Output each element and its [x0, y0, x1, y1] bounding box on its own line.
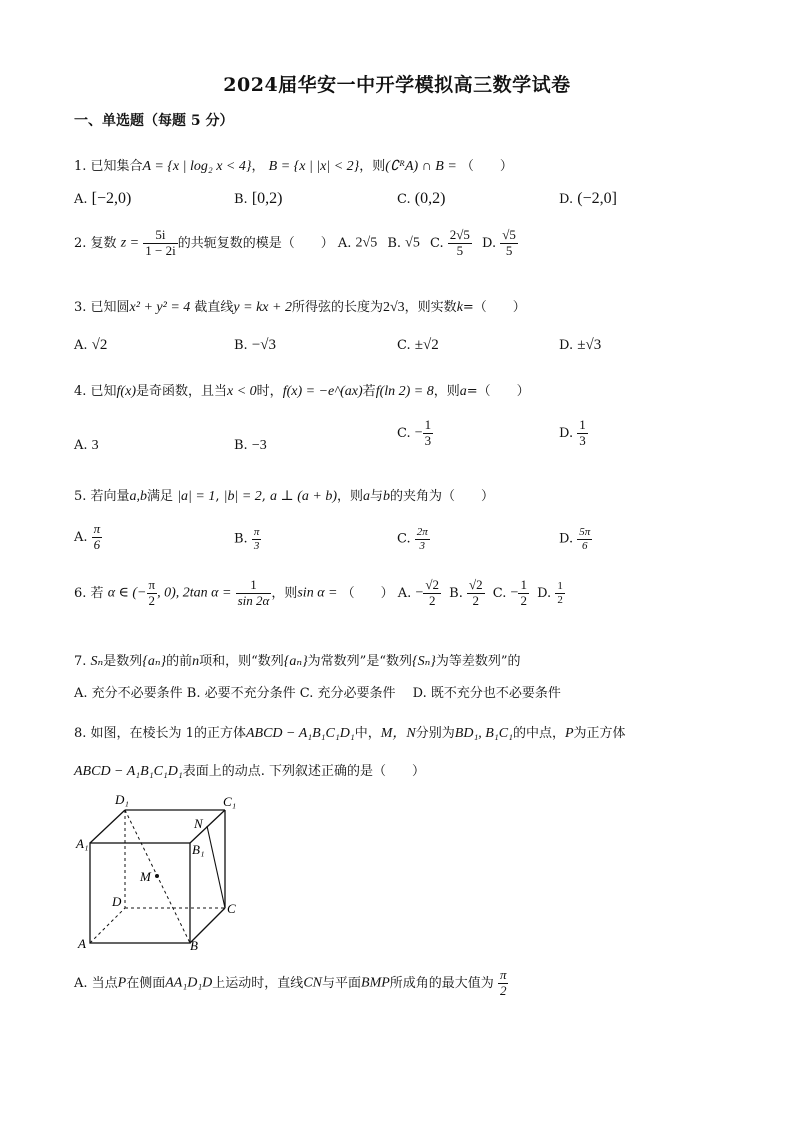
label-c: C [227, 901, 236, 916]
q8-option-a-p: P [117, 975, 127, 991]
q5-vec-b: b [383, 489, 391, 504]
q1-option-c [397, 190, 445, 208]
q1-set-b: B = {x | |x| < 2} [268, 159, 360, 174]
q2-fraction-numerator: 5i [143, 228, 177, 244]
q6-rhs-fraction [236, 578, 272, 609]
q1-option-a-value: [−2,0) [91, 190, 132, 207]
question-4 [74, 380, 530, 400]
q6-option-b-denominator: 2 [472, 592, 480, 608]
q7-sn: Sₙ [90, 654, 104, 669]
edge-a-d-hidden [90, 908, 125, 943]
section-heading: 一、单选题（每题 5 分） [74, 113, 234, 129]
q3-option-a-value: √2 [91, 337, 108, 353]
segment-cn [207, 826, 225, 908]
q3-option-b [234, 337, 276, 354]
q2-option-d-label: D. [482, 235, 497, 251]
q6-option-a-label: A. [397, 585, 412, 601]
q1-option-b-label: B. [234, 192, 248, 207]
question-2 [74, 228, 518, 259]
q8-option-a-text-4: 与平面 [322, 975, 362, 991]
q5-option-a-numerator: π [93, 521, 101, 536]
q1-sep: ， [251, 159, 265, 174]
q2-option-b-label: B. [387, 235, 402, 251]
q8-option-a-fraction [498, 968, 509, 999]
q6-option-c-label: C. [492, 585, 507, 601]
q5-option-d [559, 526, 592, 552]
q6-option-a-denominator: 2 [428, 592, 436, 608]
q7-an: {aₙ} [142, 654, 167, 669]
q5-option-a-label: A. [74, 529, 88, 545]
q5-option-a-fraction [92, 522, 103, 553]
q3-option-c [397, 337, 439, 354]
q4-cond: x < 0 [227, 384, 257, 399]
q2-text: 的共轭复数的模是（ ） [177, 235, 334, 251]
q4-text-1: 是奇函数，且当 [135, 384, 227, 399]
q8-text-1: 的正方体 [193, 726, 246, 741]
q7-text-3: 项和，则“数列 [199, 654, 284, 669]
q4-option-c [397, 418, 433, 449]
q8-option-a-numerator: π [499, 967, 507, 982]
q4-text-4: ，则 [433, 384, 460, 399]
q5-option-c [397, 526, 430, 552]
q1-option-d-value: (−2,0] [577, 190, 617, 207]
q8-option-a [74, 968, 508, 999]
q5-cond-2: |b| = 2 [223, 489, 262, 504]
q5-option-b-numerator: π [253, 526, 260, 538]
q7-text-5: 为等差数列”的 [435, 654, 521, 669]
q8-option-a-text-1: A. 当点 [74, 975, 118, 991]
q4-fx: f(x) [116, 384, 136, 399]
page-title: 2024届华安一中开学模拟高三数学试卷 [223, 74, 571, 96]
q6-option-d-numerator: 1 [557, 580, 563, 593]
q5-option-b [234, 526, 261, 552]
q5-text-4: 的夹角为（ ） [390, 489, 495, 504]
q3-k: k [456, 300, 463, 315]
q3-option-a-label: A. [74, 338, 88, 353]
q4-option-b-value: −3 [251, 438, 267, 453]
q6-option-c-numerator: 1 [520, 577, 527, 592]
q5-vec-a: a [363, 489, 370, 504]
q2-option-d-fraction [500, 228, 518, 259]
q6-option-d-denominator: 2 [557, 593, 563, 606]
q1-set-a: A = {x | log₂ x < 4} [142, 159, 252, 174]
label-d1: D₁ [115, 792, 129, 807]
q8-text-2: 中， [354, 726, 381, 741]
q7-text-1: 是数列 [103, 654, 143, 669]
q6-option-c-fraction [518, 578, 529, 609]
q1-option-a [74, 190, 131, 208]
q4-option-c-denominator: 3 [424, 432, 432, 448]
q3-text-3: ，则实数 [404, 300, 457, 315]
q3-option-b-label: B. [234, 338, 248, 353]
q1-option-b-value: [0,2) [251, 190, 283, 207]
q5-option-c-numerator: 2π [416, 526, 428, 538]
q4-number: 4. 已知 [74, 384, 117, 399]
q8-text-6: 表面上的动点. 下列叙述正确的是（ ） [182, 764, 426, 779]
q2-z: z = [120, 235, 140, 251]
q3-option-d-value: ±√3 [577, 337, 602, 353]
q4-option-a-value: 3 [91, 438, 99, 453]
q5-option-d-fraction [577, 526, 592, 552]
q2-fraction [143, 228, 177, 259]
q2-option-d-denominator: 5 [505, 242, 513, 258]
q7-options: A. 充分不必要条件 B. 必要不充分条件 C. 充分必要条件 D. 既不充分也不必要条件 [74, 686, 561, 701]
q2-option-c-denominator: 5 [456, 242, 464, 258]
q8-cube: ABCD − A₁B₁C₁D₁ [245, 726, 355, 741]
question-5: 5. 若向量a,b满足 |a| = 1, |b| = 2, a ⊥ (a + b)，则a与b的夹角为（ ） [74, 489, 495, 504]
q6-cond-1: α ∈ (− [107, 585, 147, 601]
q2-number: 2. 复数 [74, 235, 117, 251]
q5-text-3: 与 [370, 489, 384, 504]
q2-option-b-value: √5 [405, 235, 420, 251]
question-7 [74, 650, 521, 670]
q7-sn-2: {Sₙ} [411, 654, 436, 669]
q6-rhs-denominator: sin 2α [237, 592, 270, 608]
label-c1: C₁ [223, 794, 237, 809]
q6-cond-denominator: 2 [148, 592, 156, 608]
q3-option-d [559, 337, 601, 354]
q8-option-a-text-3: 上运动时，直线 [212, 975, 304, 991]
q5-vectors: a,b [129, 489, 148, 504]
q4-option-b [234, 438, 267, 454]
q1-ask: ，则 [359, 159, 386, 174]
q5-option-d-denominator: 6 [581, 539, 588, 552]
q2-option-a-value: 2√5 [355, 235, 378, 251]
label-d: D [112, 894, 122, 909]
q4-a: a [459, 384, 467, 399]
q8-cube-2: ABCD − A₁B₁C₁D₁ [74, 764, 183, 779]
q4-text-3: 若 [362, 384, 376, 399]
q4-option-a-label: A. [74, 438, 88, 453]
label-a: A [78, 936, 86, 951]
q3-number: 3. 已知圆 [74, 300, 130, 315]
q6-text-1: ，则 [271, 585, 298, 601]
q8-mn: M，N [380, 726, 416, 741]
q8-option-a-cn: CN [303, 975, 322, 991]
q3-circle: x² + y² = 4 [129, 300, 191, 315]
q2-option-c-label: C. [430, 235, 444, 251]
q7-an-2: {aₙ} [283, 654, 308, 669]
q2-option-c-numerator: 2√5 [449, 227, 470, 242]
q6-option-a-numerator: √2 [425, 577, 440, 592]
q1-option-c-label: C. [397, 192, 411, 207]
q8-points: BD₁, B₁C₁ [454, 726, 513, 741]
q5-option-a-denominator: 6 [93, 536, 101, 552]
q3-text-4: =（ ） [462, 300, 526, 315]
q8-number: 8. 如图，在棱长为 1 [74, 726, 194, 741]
q5-option-b-label: B. [234, 531, 248, 547]
q5-option-d-numerator: 5π [579, 526, 591, 538]
q3-line: y = kx + 2 [233, 300, 292, 315]
cube-front-face [90, 843, 190, 943]
q8-option-a-face: AA₁D₁D [165, 975, 213, 991]
label-m: M [140, 869, 151, 884]
q6-cond-fraction [147, 578, 158, 609]
q1-option-d-label: D. [559, 192, 574, 207]
q5-option-c-label: C. [397, 531, 411, 547]
q1-expr: (∁ᴿA) ∩ B = [385, 159, 457, 174]
q6-option-b-label: B. [449, 585, 463, 601]
q3-option-c-label: C. [397, 338, 411, 353]
question-1 [74, 155, 513, 175]
q8-text-3: 分别为 [415, 726, 455, 741]
q5-text-1: 满足 [147, 489, 174, 504]
q6-cond-2: , 0), 2tan α = [157, 585, 232, 601]
q6-option-b-numerator: √2 [468, 577, 483, 592]
q4-text-5: =（ ） [466, 384, 530, 399]
q8-text-5: 为正方体 [573, 726, 626, 741]
q4-option-d-numerator: 1 [579, 417, 586, 432]
q7-number: 7. [74, 654, 87, 669]
q4-option-c-sign: − [414, 425, 423, 441]
q3-text-2: 所得弦的长度为 [291, 300, 383, 315]
label-b: B [190, 938, 198, 953]
q3-text-1: 截直线 [194, 300, 234, 315]
q5-option-c-fraction [415, 526, 430, 552]
q1-number: 1. 已知集合 [74, 159, 143, 174]
q8-p: P [564, 726, 574, 741]
q5-text-2: ，则 [336, 489, 363, 504]
q5-option-b-fraction [252, 526, 262, 552]
question-6 [74, 578, 565, 609]
q4-option-a [74, 438, 99, 454]
q3-option-d-label: D. [559, 338, 574, 353]
q4-def: f(x) = −e^(ax) [282, 384, 363, 399]
label-a1: A₁ [76, 836, 89, 851]
q8-option-a-bmp: BMP [361, 975, 390, 991]
q6-sin: sin α = [297, 585, 338, 601]
q3-option-a [74, 337, 107, 354]
q6-option-c-denominator: 2 [520, 592, 527, 608]
q4-option-d [559, 418, 588, 449]
q5-option-d-label: D. [559, 531, 574, 547]
q6-option-a-sign: − [415, 585, 424, 601]
q8-option-a-denominator: 2 [499, 982, 507, 998]
point-m [155, 874, 159, 878]
q1-paren: （ ） [460, 159, 513, 174]
q2-option-c-fraction [448, 228, 472, 259]
q6-option-d-label: D. [537, 585, 552, 601]
q7-n: n [192, 654, 200, 669]
q3-length: 2√3 [382, 300, 405, 315]
q6-option-d-fraction [555, 580, 565, 606]
q5-option-b-denominator: 3 [253, 539, 260, 552]
label-n: N [194, 816, 203, 831]
q8-option-a-text-2: 在侧面 [126, 975, 166, 991]
q8-option-a-text-5: 所成角的最大值为 [389, 975, 494, 991]
q6-number: 6. 若 [74, 585, 104, 601]
q4-option-d-fraction [577, 418, 588, 449]
question-8 [74, 722, 626, 742]
q2-fraction-denominator: 1 − 2i [145, 242, 176, 258]
q5-cond-3: a ⊥ (a + b) [270, 489, 337, 504]
q5-cond-1: |a| = 1 [177, 489, 216, 504]
q8-text-4: 的中点， [512, 726, 565, 741]
q4-option-c-fraction [423, 418, 434, 449]
q5-option-a [74, 522, 102, 553]
q6-option-b-fraction [467, 578, 485, 609]
cube-figure [70, 788, 250, 958]
q1-option-c-value: (0,2) [414, 190, 446, 207]
q5-number: 5. 若向量 [74, 489, 130, 504]
q2-option-d-numerator: √5 [502, 227, 516, 242]
q3-option-b-value: −√3 [251, 337, 277, 353]
edge-a1-d1 [90, 810, 125, 843]
q6-rhs-numerator: 1 [236, 578, 272, 594]
q4-option-b-label: B. [234, 438, 248, 453]
q6-option-a-fraction [423, 578, 441, 609]
question-3 [74, 296, 526, 316]
q4-option-d-label: D. [559, 425, 574, 441]
q6-cond-numerator: π [148, 577, 156, 592]
q1-option-b [234, 190, 282, 208]
q7-text-4: 为常数列”是“数列 [307, 654, 412, 669]
q2-option-a-label: A. [337, 235, 352, 251]
q6-paren: （ ） [341, 585, 394, 601]
q4-option-c-label: C. [397, 425, 411, 441]
q4-text-2: 时， [256, 384, 283, 399]
q5-option-c-denominator: 3 [419, 539, 426, 552]
label-b1: B₁ [192, 842, 205, 857]
q7-text-2: 的前 [166, 654, 193, 669]
q1-option-a-label: A. [74, 192, 88, 207]
question-8-line-2 [74, 760, 425, 780]
q3-option-c-value: ±√2 [414, 337, 439, 353]
q4-option-d-denominator: 3 [579, 432, 586, 448]
q1-option-d [559, 190, 617, 208]
q6-option-c-sign: − [510, 585, 519, 601]
q4-option-c-numerator: 1 [424, 417, 432, 432]
q4-val: f(ln 2) = 8 [375, 384, 434, 399]
